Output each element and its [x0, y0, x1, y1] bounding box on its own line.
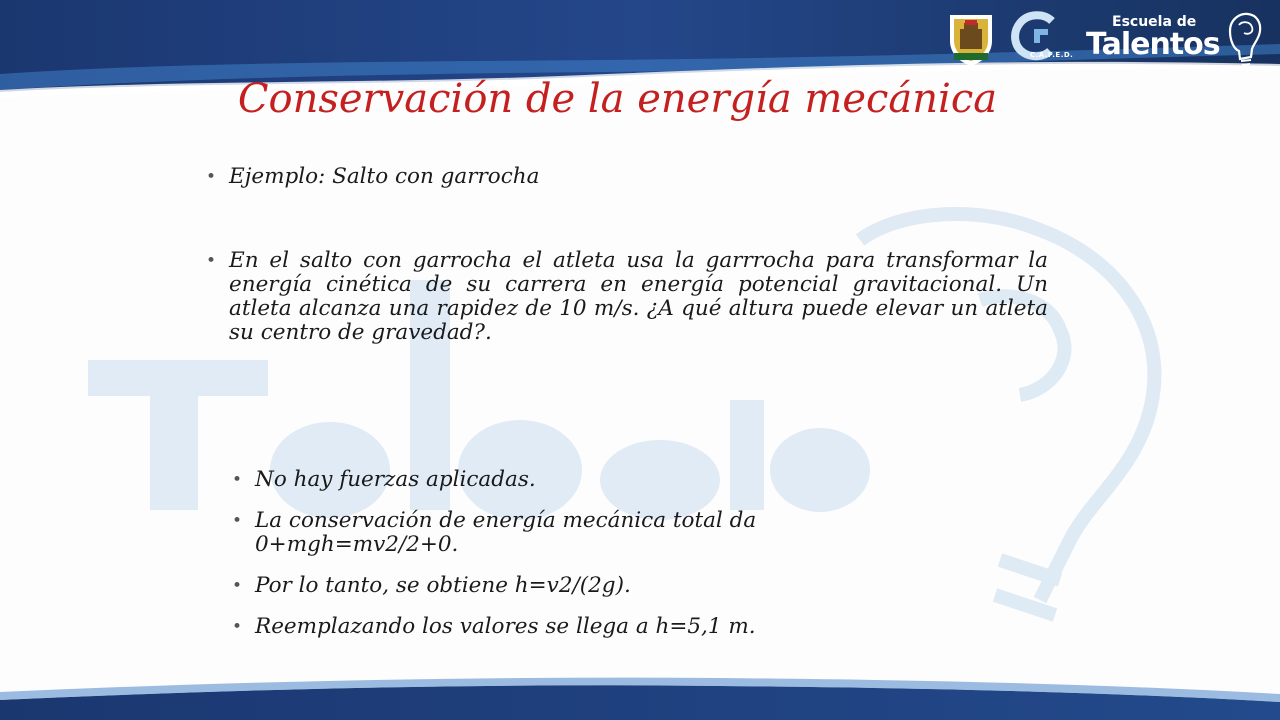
school-crest-icon	[946, 11, 996, 67]
bullet-ejemplo: • Ejemplo: Salto con garrocha	[200, 165, 1048, 189]
cafed-logo	[1010, 11, 1072, 67]
slide-title: Conservación de la energía mecánica	[237, 76, 998, 122]
escuela-label: Escuela de	[1112, 14, 1197, 30]
sub-bullet-result: • Reemplazando los valores se llega a h=5,1 m.	[226, 615, 866, 639]
bulb-head-icon	[1224, 11, 1262, 67]
main-bullets	[200, 165, 1048, 345]
sub-bullets	[226, 468, 866, 656]
sub-bullet-height-formula: • Por lo tanto, se obtiene h=v2/(2g).	[226, 574, 866, 598]
header-logos	[946, 8, 1262, 70]
talentos-label: Talentos	[1086, 27, 1220, 62]
cafed-label: C.A.F.E.D.	[1030, 51, 1074, 59]
escuela-de-talentos-logo	[1086, 9, 1262, 69]
bullet-problem-statement: • En el salto con garrocha el atleta usa la garrrocha para transformar la energía cinética de su carrera en energía potencial gravitacional. Un atleta alcanza una rapidez de 10 m/s. ¿A qué altura puede elevar un atleta su centro de gravedad?.	[200, 249, 1048, 345]
sub-bullet-no-forces: • No hay fuerzas aplicadas.	[226, 468, 866, 492]
sub-bullet-energy-conservation: • La conservación de energía mecánica total da 0+mgh=mv2/2+0.	[226, 509, 866, 557]
